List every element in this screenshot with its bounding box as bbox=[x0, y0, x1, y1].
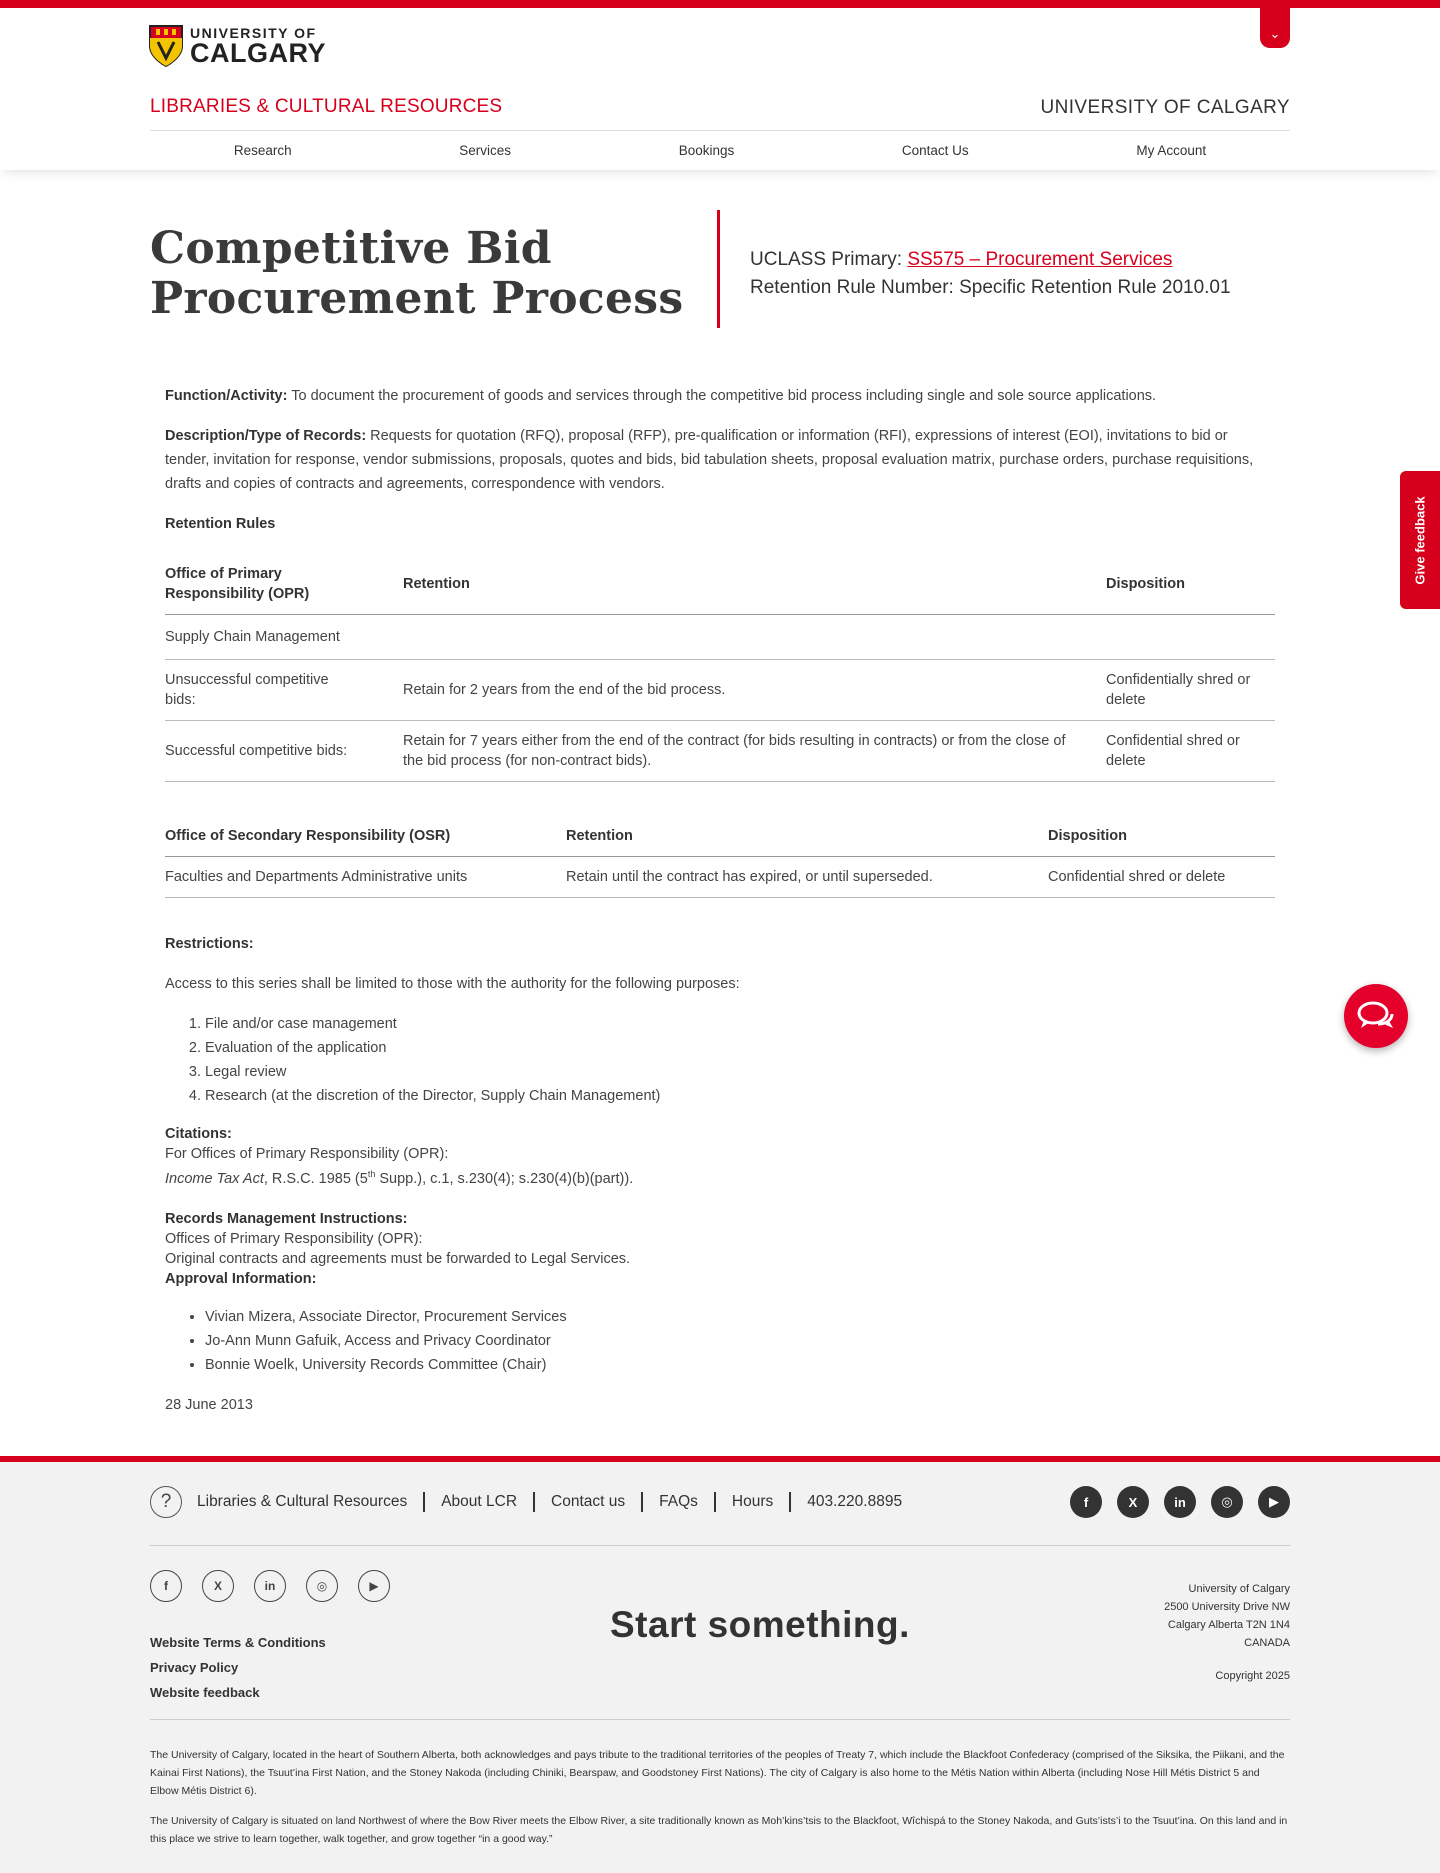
chevron-down-icon: ⌄ bbox=[1269, 26, 1281, 41]
site-header bbox=[0, 8, 1440, 170]
uclass-label: UCLASS Primary: bbox=[750, 249, 908, 270]
retention-cell: Retain for 2 years from the end of the bid process. bbox=[403, 660, 1106, 721]
restrictions-label: Restrictions: bbox=[165, 936, 254, 952]
title-line-2: Procurement Process bbox=[150, 273, 684, 324]
youtube-icon[interactable]: ▶ bbox=[1258, 1486, 1290, 1518]
social-links-outline bbox=[150, 1570, 390, 1602]
retention-cell: Retain for 7 years either from the end of the contract (for bids resulting in contracts) or from the close of the bid process (for non-contract bids). bbox=[403, 721, 1106, 782]
function-text: To document the procurement of goods and services through the competitive bid process including single and sole source applications. bbox=[287, 388, 1157, 404]
footer-link-contact[interactable]: Contact us bbox=[533, 1492, 641, 1512]
give-feedback-tab[interactable] bbox=[1400, 471, 1440, 609]
linkedin-icon[interactable]: in bbox=[1164, 1486, 1196, 1518]
site-footer bbox=[0, 1456, 1440, 1873]
address bbox=[1164, 1580, 1290, 1685]
address-line: University of Calgary bbox=[1188, 1583, 1290, 1595]
retention-header: Retention bbox=[403, 554, 1106, 615]
top-red-bar bbox=[0, 0, 1440, 8]
instagram-icon[interactable]: ◎ bbox=[306, 1570, 338, 1602]
land-ack-1: The University of Calgary, located in the heart of Southern Alberta, both acknowledges and pays tribute to the traditional territories of the peoples of Treaty 7, which include the Blackfoot Confederacy (comprised of the Siksika, the Piikani, and the Kainai First Nations), the Tsuut’ina First Nation, and the Stoney Nakoda (including Chiniki, Bearspaw, and Goodstoney First Nations). The city of Calgary is also home to the Métis Nation within Alberta (including Nose Hill Métis District 5 and Elbow Métis District 6). bbox=[150, 1749, 1285, 1797]
citations bbox=[165, 1124, 1275, 1189]
hero-meta bbox=[750, 246, 1231, 302]
privacy-link[interactable]: Privacy Policy bbox=[150, 1660, 239, 1675]
x-icon[interactable]: X bbox=[1117, 1486, 1149, 1518]
date: 28 June 2013 bbox=[165, 1396, 253, 1413]
nav-services[interactable]: Services bbox=[459, 143, 512, 158]
university-logo[interactable] bbox=[148, 24, 326, 68]
rmi-line-1: Offices of Primary Responsibility (OPR): bbox=[165, 1230, 423, 1247]
list-item: • Bonnie Woelk, University Records Committee (Chair) bbox=[205, 1353, 1275, 1377]
osr-retention-header: Retention bbox=[566, 816, 1048, 857]
give-feedback-label: Give feedback bbox=[1412, 495, 1428, 585]
osr-disposition-header: Disposition bbox=[1048, 816, 1275, 857]
copyright: Copyright 2025 bbox=[1215, 1670, 1290, 1682]
facebook-icon[interactable]: f bbox=[150, 1570, 182, 1602]
linkedin-icon[interactable]: in bbox=[254, 1570, 286, 1602]
nav-research[interactable]: Research bbox=[233, 143, 292, 158]
records-management bbox=[165, 1209, 1275, 1289]
description-label: Description/Type of Records: bbox=[165, 428, 367, 444]
footer-phone[interactable]: 403.220.8895 bbox=[789, 1492, 918, 1512]
crest-icon bbox=[148, 24, 184, 68]
approval-label: Approval Information: bbox=[165, 1270, 317, 1287]
address-line: CANADA bbox=[1244, 1637, 1290, 1649]
restrictions-text: Access to this series shall be limited to those with the authority for the following purposes: bbox=[165, 976, 740, 992]
footer-link-lcr[interactable]: Libraries & Cultural Resources bbox=[197, 1493, 408, 1510]
facebook-icon[interactable]: f bbox=[1070, 1486, 1102, 1518]
footer-link-about[interactable]: About LCR bbox=[423, 1492, 533, 1512]
opr-cell: Successful competitive bids: bbox=[165, 721, 403, 782]
list-item: 3. Legal review bbox=[205, 1060, 1275, 1084]
youtube-icon[interactable]: ▶ bbox=[358, 1570, 390, 1602]
footer-link-hours[interactable]: Hours bbox=[714, 1492, 789, 1512]
list-item: 4. Research (at the discretion of the Director, Supply Chain Management) bbox=[205, 1084, 1275, 1108]
site-name-link[interactable]: LIBRARIES & CULTURAL RESOURCES bbox=[150, 96, 503, 117]
opr-group: Supply Chain Management bbox=[165, 615, 1275, 660]
chat-button[interactable] bbox=[1344, 984, 1408, 1048]
nav-bookings[interactable]: Bookings bbox=[678, 143, 735, 158]
citations-rest-a: , R.S.C. 1985 (5 bbox=[263, 1170, 368, 1187]
expand-tab[interactable] bbox=[1260, 0, 1290, 48]
osr-retention-cell: Retain until the contract has expired, or until superseded. bbox=[566, 857, 1048, 898]
citations-label: Citations: bbox=[165, 1126, 232, 1142]
main-nav bbox=[150, 130, 1290, 170]
list-item: • Vivian Mizera, Associate Director, Procurement Services bbox=[205, 1305, 1275, 1329]
table-row bbox=[165, 615, 1275, 660]
footer-links bbox=[197, 1492, 918, 1512]
disposition-cell: Confidential shred or delete bbox=[1106, 721, 1275, 782]
nav-my-account[interactable]: My Account bbox=[1136, 143, 1207, 158]
osr-disposition-cell: Confidential shred or delete bbox=[1048, 857, 1275, 898]
retention-rules-heading: Retention Rules bbox=[165, 516, 276, 532]
tagline: Start something. bbox=[610, 1604, 910, 1645]
table-row bbox=[165, 721, 1275, 782]
hero bbox=[150, 170, 1290, 370]
citations-act: Income Tax Act bbox=[165, 1170, 264, 1187]
osr-table bbox=[165, 816, 1275, 898]
disposition-cell: Confidentially shred or delete bbox=[1106, 660, 1275, 721]
chat-bubbles-icon bbox=[1356, 999, 1396, 1033]
opr-table bbox=[165, 554, 1275, 782]
approval-list bbox=[205, 1305, 1275, 1377]
osr-header: Office of Secondary Responsibility (OSR) bbox=[165, 816, 566, 857]
terms-link[interactable]: Website Terms & Conditions bbox=[150, 1635, 326, 1650]
divider bbox=[717, 210, 720, 328]
function-label: Function/Activity: bbox=[165, 388, 288, 404]
title-line-1: Competitive Bid bbox=[150, 223, 552, 274]
restrictions-list bbox=[205, 1012, 1275, 1108]
logo-line-1: UNIVERSITY OF bbox=[190, 24, 317, 41]
address-line: 2500 University Drive NW bbox=[1164, 1601, 1290, 1613]
social-links-dark bbox=[1070, 1486, 1290, 1518]
legal-links bbox=[150, 1630, 326, 1705]
land-acknowledgement bbox=[150, 1720, 1290, 1848]
university-link[interactable]: UNIVERSITY OF CALGARY bbox=[1040, 97, 1290, 118]
feedback-link[interactable]: Website feedback bbox=[150, 1685, 260, 1700]
citations-rest-b: Supp.), c.1, s.230(4); s.230(4)(b)(part)). bbox=[375, 1170, 634, 1187]
rmi-line-2: Original contracts and agreements must be forwarded to Legal Services. bbox=[165, 1250, 631, 1267]
table-row bbox=[165, 857, 1275, 898]
opr-cell: Unsuccessful competitive bids: bbox=[165, 660, 403, 721]
nav-contact-us[interactable]: Contact Us bbox=[901, 143, 969, 158]
function-paragraph bbox=[165, 384, 1275, 408]
osr-cell: Faculties and Departments Administrative units bbox=[165, 857, 566, 898]
table-row bbox=[165, 660, 1275, 721]
footer-link-faqs[interactable]: FAQs bbox=[641, 1492, 714, 1512]
list-item: 2. Evaluation of the application bbox=[205, 1036, 1275, 1060]
retention-rule: Retention Rule Number: Specific Retention Rule 2010.01 bbox=[750, 277, 1231, 298]
land-ack-2: The University of Calgary is situated on land Northwest of where the Bow River meets the Elbow River, a site traditionally known as Moh’kins’tsis to the Blackfoot, Wîchispá to the Stoney Nakoda, and Guts’ists’i to the Tsuut’ina. On this land and in this place we strive to learn together, walk together, and grow together “in a good way.” bbox=[150, 1815, 1288, 1845]
opr-header: Office of Primary Responsibility (OPR) bbox=[165, 554, 403, 615]
x-icon[interactable]: X bbox=[202, 1570, 234, 1602]
address-line: Calgary Alberta T2N 1N4 bbox=[1167, 1619, 1290, 1631]
instagram-icon[interactable]: ◎ bbox=[1211, 1486, 1243, 1518]
citations-sup: th bbox=[367, 1169, 376, 1179]
rmi-label: Records Management Instructions: bbox=[165, 1210, 408, 1227]
list-item: 1. File and/or case management bbox=[205, 1012, 1275, 1036]
description-paragraph bbox=[165, 424, 1275, 496]
page-title bbox=[150, 224, 683, 324]
logo-line-2: CALGARY bbox=[190, 37, 326, 68]
uclass-link[interactable]: SS575 – Procurement Services bbox=[907, 249, 1173, 270]
description-text: Requests for quotation (RFQ), proposal (RFP), pre-qualification or information (RFI), expressions of interest (EOI), invitations to bid or tender, invitation for response, vendor submissions, proposals, quotes and bids, bid tabulation sheets, proposal evaluation matrix, purchase orders, purchase requisitions, drafts and copies of contracts and agreements, correspondence with vendors. bbox=[165, 428, 1254, 492]
list-item: • Jo-Ann Munn Gafuik, Access and Privacy Coordinator bbox=[205, 1329, 1275, 1353]
disposition-header: Disposition bbox=[1106, 554, 1275, 615]
help-icon[interactable]: ? bbox=[150, 1486, 182, 1518]
citations-line-1: For Offices of Primary Responsibility (OPR): bbox=[165, 1146, 449, 1162]
main-content bbox=[165, 370, 1275, 1417]
